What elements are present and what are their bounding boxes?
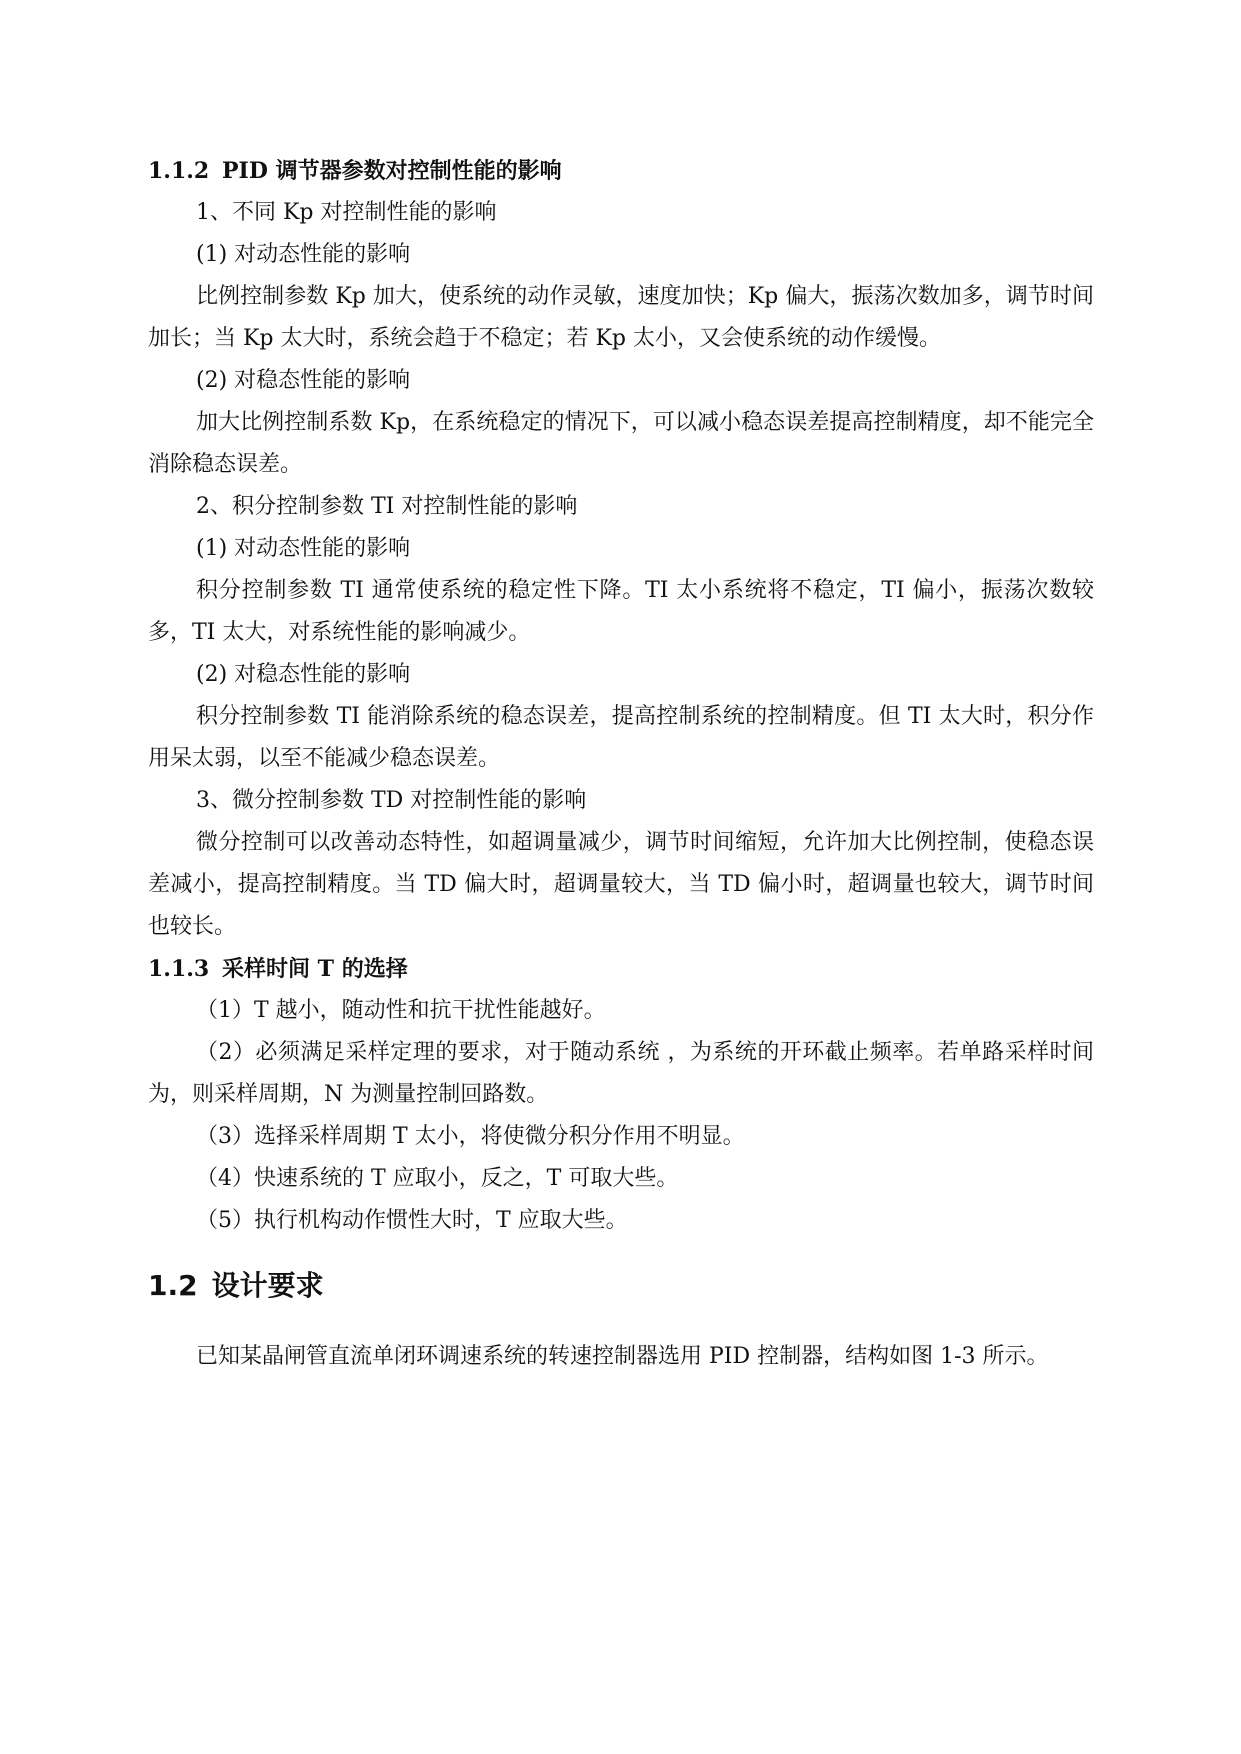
section-number: 1.2 <box>148 1269 198 1302</box>
section-heading-1-1-2 <box>148 150 1094 192</box>
section-title: 采样时间 T 的选择 <box>222 956 408 982</box>
document-page <box>148 150 1094 1378</box>
ti-steady-paragraph: 积分控制参数 TI 能消除系统的稳态误差，提高控制系统的控制精度。但 TI 太大时，积分作用呆太弱，以至不能减少稳态误差。 <box>148 704 1094 771</box>
kp-steady-heading: (2) 对稳态性能的影响 <box>196 368 411 393</box>
section-title: 设计要求 <box>211 1269 324 1302</box>
section-heading-1-1-3 <box>148 948 1094 990</box>
section-number: 1.1.2 <box>148 158 210 184</box>
list-item: （3）选择采样周期 T 太小，将使微分积分作用不明显。 <box>196 1124 745 1149</box>
ti-dynamic-heading: (1) 对动态性能的影响 <box>196 536 411 561</box>
ti-dynamic-paragraph: 积分控制参数 TI 通常使系统的稳定性下降。TI 太小系统将不稳定，TI 偏小，振荡次数较多，TI 太大，对系统性能的影响减少。 <box>148 578 1094 645</box>
list-item: （5）执行机构动作惯性大时，T 应取大些。 <box>196 1208 628 1233</box>
kp-dynamic-paragraph: 比例控制参数 Kp 加大，使系统的动作灵敏，速度加快；Kp 偏大，振荡次数加多，调节时间加长；当 Kp 太大时，系统会趋于不稳定；若 Kp 太小，又会使系统的动作缓慢。 <box>148 284 1094 351</box>
td-heading: 3、微分控制参数 TD 对控制性能的影响 <box>196 788 587 813</box>
ti-heading: 2、积分控制参数 TI 对控制性能的影响 <box>196 494 578 519</box>
list-item: （1）T 越小，随动性和抗干扰性能越好。 <box>196 998 606 1023</box>
kp-heading: 1、不同 Kp 对控制性能的影响 <box>196 200 497 225</box>
list-item: （4）快速系统的 T 应取小，反之，T 可取大些。 <box>196 1166 679 1191</box>
section-number: 1.1.3 <box>148 956 210 982</box>
ti-steady-heading: (2) 对稳态性能的影响 <box>196 662 411 687</box>
list-item: （2）必须满足采样定理的要求，对于随动系统 ，为系统的开环截止频率。若单路采样时间为，则采样周期，N 为测量控制回路数。 <box>148 1040 1094 1107</box>
kp-steady-paragraph: 加大比例控制系数 Kp，在系统稳定的情况下，可以减小稳态误差提高控制精度，却不能完全消除稳态误差。 <box>148 410 1094 477</box>
section-title: PID 调节器参数对控制性能的影响 <box>222 158 562 184</box>
td-paragraph: 微分控制可以改善动态特性，如超调量减少，调节时间缩短，允许加大比例控制，使稳态误差减小，提高控制精度。当 TD 偏大时，超调量较大，当 TD 偏小时，超调量也较大，调节时间也较长。 <box>148 830 1094 939</box>
design-requirement-paragraph: 已知某晶闸管直流单闭环调速系统的转速控制器选用 PID 控制器，结构如图 1-3 所示。 <box>196 1344 1049 1369</box>
kp-dynamic-heading: (1) 对动态性能的影响 <box>196 242 411 267</box>
section-heading-1-2 <box>148 1266 1094 1306</box>
